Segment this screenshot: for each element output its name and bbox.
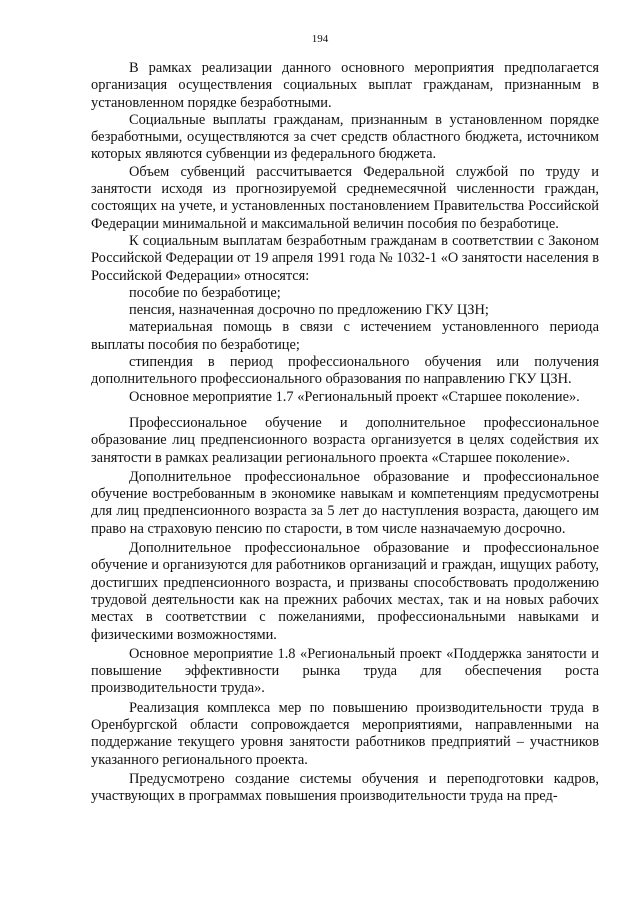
paragraph-preretirement-training: Профессиональное обучение и дополнительное профессиональное образование лиц предпенсионного возраста организуется в целях содействия их занятости в рамках реализации регионального проекта «Старшее поколение». bbox=[91, 414, 599, 466]
heading-measure-1-7: Основное мероприятие 1.7 «Региональный проект «Старшее поколение». bbox=[129, 388, 580, 405]
list-item-material-aid: материальная помощь в связи с истечением установленного периода выплаты пособия по безработице; bbox=[91, 319, 599, 353]
list-item-stipend: стипендия в период профессионального обучения или получения дополнительного профессионального образования по направлению ГКУ ЦЗН. bbox=[91, 354, 599, 388]
paragraph-social-payments-intro: В рамках реализации данного основного мероприятия предполагается организация осуществления социальных выплат гражданам, признанным в установленном порядке безработными. bbox=[91, 60, 599, 111]
paragraph-productivity-measures: Реализация комплекса мер по повышению производительности труда в Оренбургской области сопровождается мероприятиями, направленными на поддержание текущего уровня занятости работников предприятий – участников указанного регионального проекта. bbox=[91, 699, 599, 768]
paragraph-training-eligibility: Дополнительное профессиональное образование и профессиональное обучение востребованным в экономике навыкам и компетенциям предусмотрены для лиц предпенсионного возраста за 5 лет до наступления возраста, дающего им право на страховую пенсию по старости, в том числе назначаемую досрочно. bbox=[91, 468, 599, 537]
page-number: 194 bbox=[311, 33, 329, 45]
list-item-unemployment-benefit: пособие по безработице; bbox=[129, 284, 281, 301]
paragraph-subvention-volume: Объем субвенций рассчитывается Федеральной службой по труду и занятости исходя из прогнозируемой среднемесячной численности граждан, состоящих на учете, и установленных постановлением Правительства Российской Федерации минимальной и максимальной величин пособия по безработице. bbox=[91, 163, 599, 232]
paragraph-payment-funding: Социальные выплаты гражданам, признанным в установленном порядке безработными, осуществляются за счет средств областного бюджета, источником которых являются субвенции из федерального бюджета. bbox=[91, 111, 599, 163]
paragraph-training-system: Предусмотрено создание системы обучения и переподготовки кадров, участвующих в программах повышения производительности труда на пред- bbox=[91, 770, 599, 805]
heading-measure-1-8: Основное мероприятие 1.8 «Региональный проект «Поддержка занятости и повышение эффективности рынка труда для обеспечения роста производительности труда». bbox=[91, 645, 599, 697]
paragraph-payments-list-intro: К социальным выплатам безработным гражданам в соответствии с Законом Российской Федерации от 19 апреля 1991 года № 1032-1 «О занятости населения в Российской Федерации» относятся: bbox=[91, 232, 599, 284]
paragraph-training-purpose: Дополнительное профессиональное образование и профессиональное обучение и организуются для работников организаций и граждан, ищущих работу, достигших предпенсионного возраста, и призваны способствовать продолжению трудовой деятельности как на прежних рабочих местах, так и на новых рабочих местах в соответствии с пожеланиями, профессиональными навыками и физическими возможностями. bbox=[91, 540, 599, 643]
document-body bbox=[91, 60, 599, 805]
list-item-early-pension: пенсия, назначенная досрочно по предложению ГКУ ЦЗН; bbox=[129, 302, 489, 319]
